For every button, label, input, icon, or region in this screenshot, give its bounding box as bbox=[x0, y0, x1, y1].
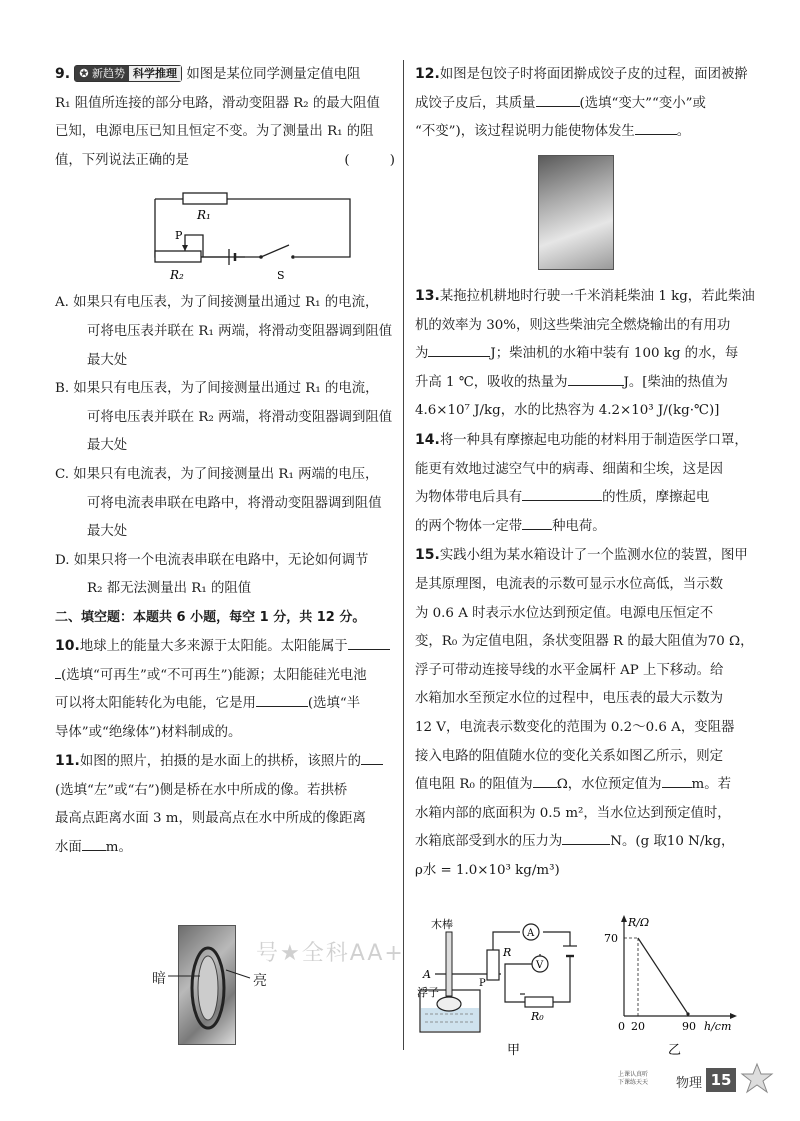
option-a: A. 如果只有电压表，为了间接测量出通过 R₁ 的电流， 可将电压表并联在 R₁ 两端，将滑动变阻器调到阻值 最大处 bbox=[55, 295, 393, 368]
tick-70: 70 bbox=[604, 932, 618, 945]
label-dark: 暗 bbox=[152, 971, 166, 987]
resistor-r0 bbox=[525, 997, 553, 1007]
resistor-r1 bbox=[183, 193, 227, 204]
stem-text: 值，下列说法正确的是 bbox=[55, 152, 189, 168]
answer-blank[interactable] bbox=[428, 343, 490, 357]
answer-blank[interactable] bbox=[361, 751, 383, 765]
right-column-lower bbox=[415, 282, 755, 885]
caption-jia: 甲 bbox=[507, 1043, 521, 1058]
option-c: C. 如果只有电流表，为了间接测量出 R₁ 两端的电压， 可将电流表串联在电路中，将滑动变阻器调到阻值 最大处 bbox=[55, 466, 382, 540]
question-10: 10.地球上的能量大多来源于太阳能。太阳能属于 (选填“可再生”或“不可再生”)能源；太阳能硅光电池 可以将太阳能转化为电能，它是用 (选填“半 导体”或“绝缘体”)材料制成的。 bbox=[55, 632, 395, 747]
label-r0: R₀ bbox=[531, 1010, 544, 1023]
page-footer bbox=[618, 1068, 778, 1094]
label-r1: R₁ bbox=[197, 208, 211, 223]
tick-90: 90 bbox=[682, 1020, 696, 1033]
stick bbox=[446, 932, 452, 996]
answer-blank[interactable] bbox=[256, 693, 308, 707]
answer-blank[interactable] bbox=[536, 93, 580, 107]
y-axis-label: R/Ω bbox=[628, 916, 650, 929]
label-bright: 亮 bbox=[253, 973, 267, 989]
switch-s bbox=[261, 245, 289, 257]
label-r2: R₂ bbox=[170, 268, 184, 283]
rheostat-r bbox=[487, 950, 499, 980]
star-badge-icon bbox=[740, 1062, 774, 1096]
answer-blank[interactable] bbox=[635, 121, 677, 135]
tick-20: 20 bbox=[631, 1020, 645, 1033]
question-number: 15. bbox=[415, 547, 440, 564]
question-number: 11. bbox=[55, 753, 80, 770]
answer-blank[interactable] bbox=[522, 516, 552, 530]
trend-tag: ✪ 新趋势 科学推理 bbox=[74, 65, 182, 82]
question-number: 9. bbox=[55, 66, 71, 82]
footer-subject: 物理 bbox=[676, 1076, 703, 1091]
tick-0: 0 bbox=[618, 1020, 625, 1033]
figure-jia-water-level-circuit bbox=[415, 912, 595, 1062]
photo-pointer-lines bbox=[160, 960, 270, 990]
graph-line bbox=[638, 938, 688, 1014]
question-number: 12. bbox=[415, 66, 440, 82]
footer-slogan: 上课认真听 下课练天天 bbox=[618, 1071, 649, 1086]
option-d: D. 如果只将一个电流表串联在电路中，无论如何调节 R₂ 都无法测量出 R₁ 的阻值 bbox=[55, 552, 369, 597]
label-stick: 木棒 bbox=[431, 918, 453, 931]
x-axis-label: h/cm bbox=[704, 1020, 732, 1033]
page-number: 15 bbox=[706, 1068, 736, 1092]
answer-blank[interactable] bbox=[562, 831, 610, 845]
answer-parenthesis: ( ) bbox=[344, 152, 395, 168]
question-13: 13.某拖拉机耕地时行驶一千米消耗柴油 1 kg，若此柴油 机的效率为 30%，则这些柴油完全燃烧输出的有用功 为 J；柴油机的水箱中装有 100 kg 的水，每 升高 1 ℃，吸收的热量为 J。[柴油的热值为 4.6×10⁷ J/kg，水的比热容为 4.2×10³ J/(kg·℃)] bbox=[415, 288, 755, 419]
question-12: 12.如图是包饺子时将面团擀成饺子皮的过程，面团被擀 成饺子皮后，其质量 (选填“变大”“变小”或 “不变”)，该过程说明力能使物体发生 。 bbox=[415, 66, 748, 140]
figure-yi-graph bbox=[600, 912, 750, 1062]
left-column bbox=[55, 60, 395, 863]
stem-text: 已知，电源电压已知且恒定不变。为了测量出 R₁ 的阻 bbox=[55, 124, 374, 140]
option-b: B. 如果只有电压表，为了间接测量出通过 R₁ 的电流， 可将电压表并联在 R₂ 两端，将滑动变阻器调到阻值 最大处 bbox=[55, 381, 393, 454]
label-a: A bbox=[423, 968, 431, 981]
rheostat-r2 bbox=[155, 251, 201, 262]
answer-blank[interactable] bbox=[662, 774, 692, 788]
label-float: 浮子 bbox=[417, 986, 439, 999]
float bbox=[437, 997, 461, 1011]
label-r: R bbox=[503, 946, 512, 959]
answer-blank[interactable] bbox=[82, 837, 106, 851]
dumpling-photo bbox=[538, 155, 614, 270]
stem-text: 如图是某位同学测量定值电阻 bbox=[186, 67, 361, 82]
answer-blank[interactable] bbox=[568, 372, 624, 386]
label-s: S bbox=[277, 269, 285, 283]
stem-text: R₁ 阻值所连接的部分电路，滑动变阻器 R₂ 的最大阻值 bbox=[55, 95, 380, 111]
question-9 bbox=[55, 60, 395, 604]
column-divider bbox=[403, 60, 404, 1050]
question-number: 14. bbox=[415, 431, 440, 448]
answer-blank[interactable] bbox=[348, 636, 390, 650]
question-11: 11.如图的照片，拍摄的是水面上的拱桥，该照片的 (选填“左”或“右”)侧是桥在水中所成的像。若拱桥 最高点距离水面 3 m，则最高点在水中所成的像距离 水面 m。 bbox=[55, 747, 395, 862]
question-number: 10. bbox=[55, 637, 80, 654]
answer-blank[interactable] bbox=[522, 487, 602, 501]
question-14: 14.将一种具有摩擦起电功能的材料用于制造医学口罩， 能更有效地过滤空气中的病毒、细菌和尘埃，这是因 为物体带电后具有 的性质，摩擦起电 的两个物体一定带 种电荷。 bbox=[415, 431, 748, 534]
caption-yi: 乙 bbox=[668, 1043, 682, 1058]
question-number: 13. bbox=[415, 288, 440, 304]
label-ammeter: A bbox=[527, 928, 535, 939]
label-voltmeter: V bbox=[536, 960, 544, 971]
circuit-diagram-q9 bbox=[55, 179, 395, 289]
label-p: P bbox=[479, 978, 486, 989]
watermark: 号★全科AA+ bbox=[256, 941, 405, 966]
section-heading: 二、填空题：本题共 6 小题，每空 1 分，共 12 分。 bbox=[55, 609, 366, 625]
label-p: P bbox=[175, 229, 183, 243]
question-15: 15.实践小组为某水箱设计了一个监测水位的装置，图甲 是其原理图，电流表的示数可显示水位高低，当示数 为 0.6 A 时表示水位达到预定值。电源电压恒定不 变，R₀ 为定值电阻，条状变阻器 R 的最大阻值为70 Ω， 浮子可带动连接导线的水平金属杆 AP 上下移动。给 水箱加水至预定水位的过程中，电压表的最大示数为 12 V，电流表示数变化的范围为 0.2～0.6 A，变阻器 接入电路的阻值随水位的变化关系如图乙所示，则定 值电阻 R₀ 的阻值为 Ω，水位预定值为 m。若 水箱内部的底面积为 0.5 m²，当水位达到预定值时， 水箱底部受到水的压力为 N。(g 取10 N/kg， ρ水 = 1.0×10³ kg/m³) bbox=[415, 547, 754, 878]
right-column bbox=[415, 60, 755, 147]
answer-blank[interactable] bbox=[533, 774, 557, 788]
